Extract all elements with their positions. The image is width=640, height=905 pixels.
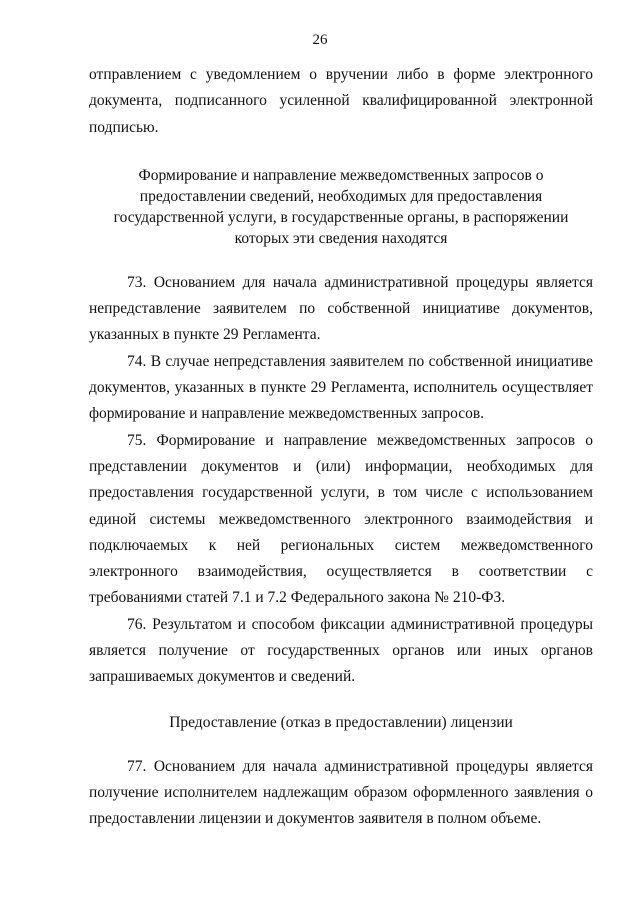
paragraph-75: 75. Формирование и направление межведомственных запросов о представлении документов и (или) информации, необходимых для предоставления государственной услуги, в том числе с использованием единой системы межведомственного электронного взаимодействия и подключаемых к ней региональных систем межведомственного электронного взаимодействия, осуществляется в соответствии с требованиями статей 7.1 и 7.2 Федерального закона № 210-ФЗ. <box>89 431 593 607</box>
page-number: 26 <box>312 32 328 48</box>
paragraph-73: 73. Основанием для начала административной процедуры является непредставление заявителем по собственной инициативе документов, указанных в пункте 29 Регламента. <box>89 273 593 344</box>
paragraph-74: 74. В случае непредставления заявителем по собственной инициативе документов, указанных в пункте 29 Регламента, исполнитель осуществляет формирование и направление межведомственных запросов. <box>89 352 593 423</box>
paragraph-76: 76. Результатом и способом фиксации административной процедуры является получение от государственных органов или иных органов запрашиваемых документов и сведений. <box>89 615 593 686</box>
section-heading-license-grant: Предоставление (отказ в предоставлении) лицензии <box>169 713 513 731</box>
paragraph-continuation: отправлением с уведомлением о вручении либо в форме электронного документа, подписанного усиленной квалифицированной электронной подписью. <box>89 66 593 136</box>
paragraph-77: 77. Основанием для начала административной процедуры является получение исполнителем надлежащим образом оформленного заявления о предоставлении лицензии и документов заявителя в полном объеме. <box>89 757 593 828</box>
document-body <box>89 62 593 833</box>
section-heading-interagency-requests: Формирование и направление межведомственных запросов о предоставлении сведений, необходимых для предоставления государственной услуги, в государственные органы, в распоряжении которых эти сведения находятся <box>113 166 569 247</box>
